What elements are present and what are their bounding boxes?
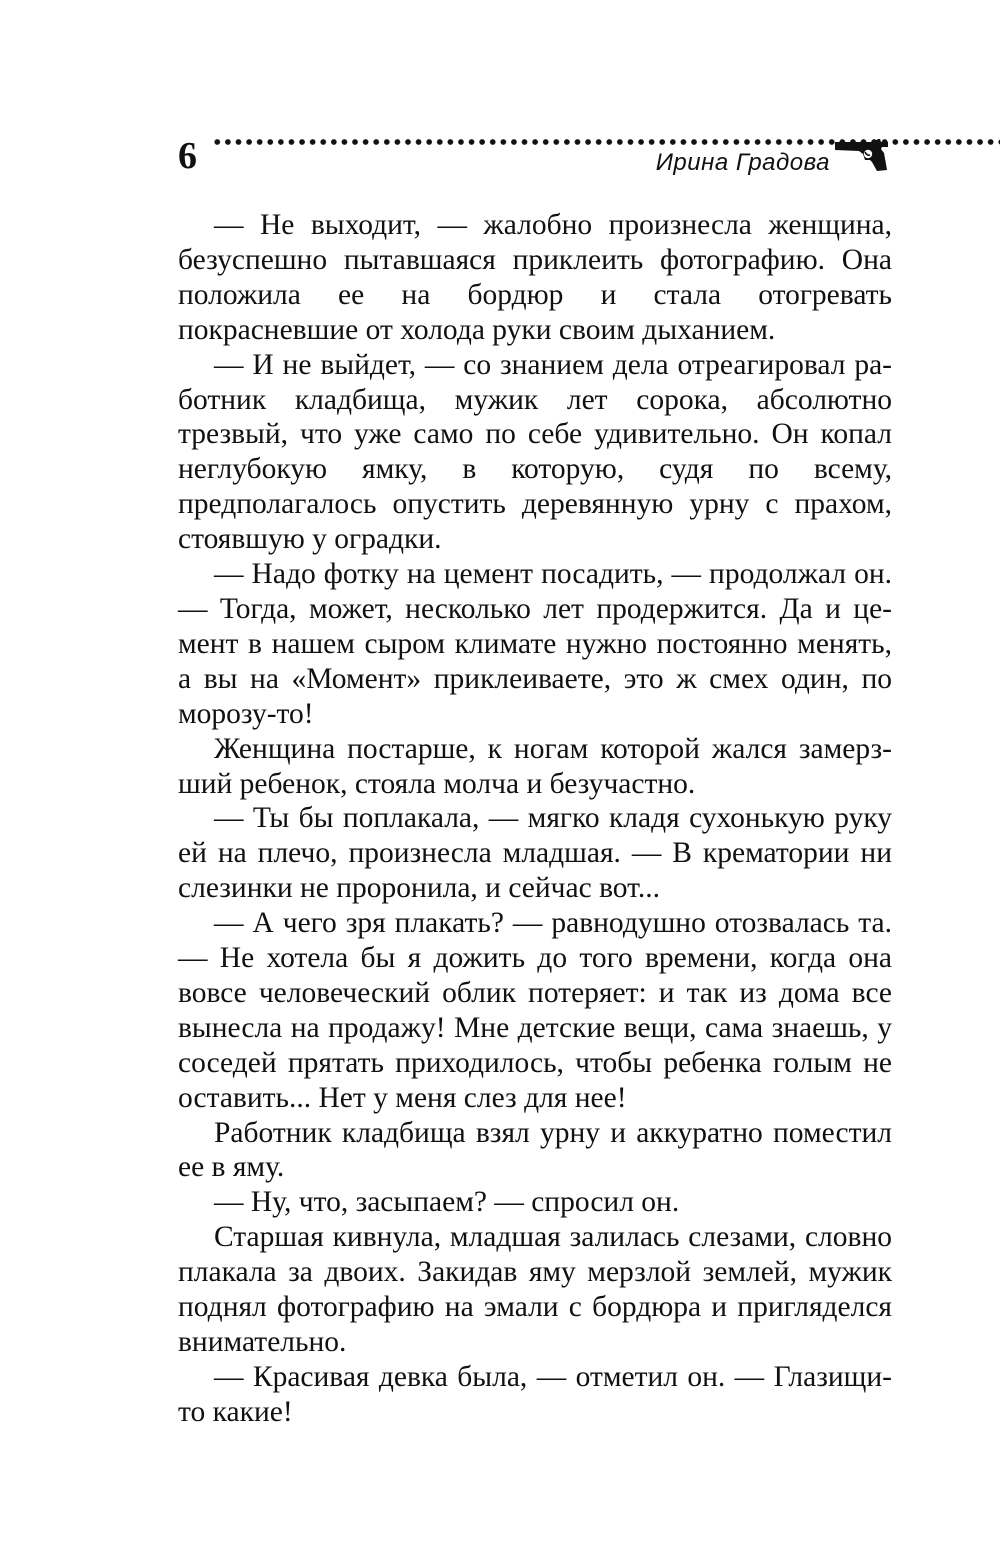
page-header bbox=[178, 126, 898, 186]
page-body bbox=[178, 208, 892, 1430]
paragraph: Старшая кивнула, младшая залилась слезами, словно плакала за двоих. Закидав яму мерзлой землей, мужик поднял фотографию на эмали с бордюра и пригляделся внимательно. bbox=[178, 1221, 892, 1358]
paragraph: — Не выходит, — жалобно произнесла женщина, безуспешно пытавшаяся приклеить фотографию. Она положила ее на бордюр и стала отогревать покрасневшие от холода руки своим дыханием. bbox=[178, 209, 892, 346]
paragraph: — Красивая девка была, — отметил он. — Глазищи-то какие! bbox=[178, 1360, 892, 1428]
page-number: 6 bbox=[178, 135, 197, 177]
paragraph: — Ты бы поплакала, — мягко кладя сухонькую руку ей на плечо, произнесла младшая. — В крематории ни слезинки не проронила, и сейчас вот... bbox=[178, 802, 892, 905]
paragraph: Женщина постарше, к ногам которой жался замерзший ребенок, стояла молча и безучастно. bbox=[178, 732, 892, 800]
paragraph: — А чего зря плакать? — равнодушно отозвалась та. — Не хотела бы я дожить до того времени, когда она вовсе человеческий облик потеряет: и так из дома все вынесла на продажу! Мне детские вещи, сама знаешь, у соседей прятать приходилось, чтобы ребенка голым не оставить... Нет у меня слез для нее! bbox=[178, 907, 892, 1114]
paragraph: — Ну, что, засыпаем? — спросил он. bbox=[214, 1186, 680, 1219]
paragraph: — Надо фотку на цемент посадить, — продолжал он. — Тогда, может, несколько лет продержится. Да и цемент в нашем сыром климате нужно постоянно менять, а вы на «Момент» приклеиваете, это ж смех один, по морозу-то! bbox=[178, 558, 892, 730]
pistol-icon bbox=[834, 138, 892, 172]
paragraph: — И не выйдет, — со знанием дела отреагировал работник кладбища, мужик лет сорока, абсолютно трезвый, что уже само по себе удивительно. Он копал неглубокую ямку, в которую, судя по всему, предполагалось опустить деревянную урну с прахом, стоявшую у оградки. bbox=[178, 348, 892, 556]
paragraph: Работник кладбища взял урну и аккуратно поместил ее в яму. bbox=[178, 1116, 892, 1184]
author-name: Ирина Градова bbox=[655, 149, 830, 176]
